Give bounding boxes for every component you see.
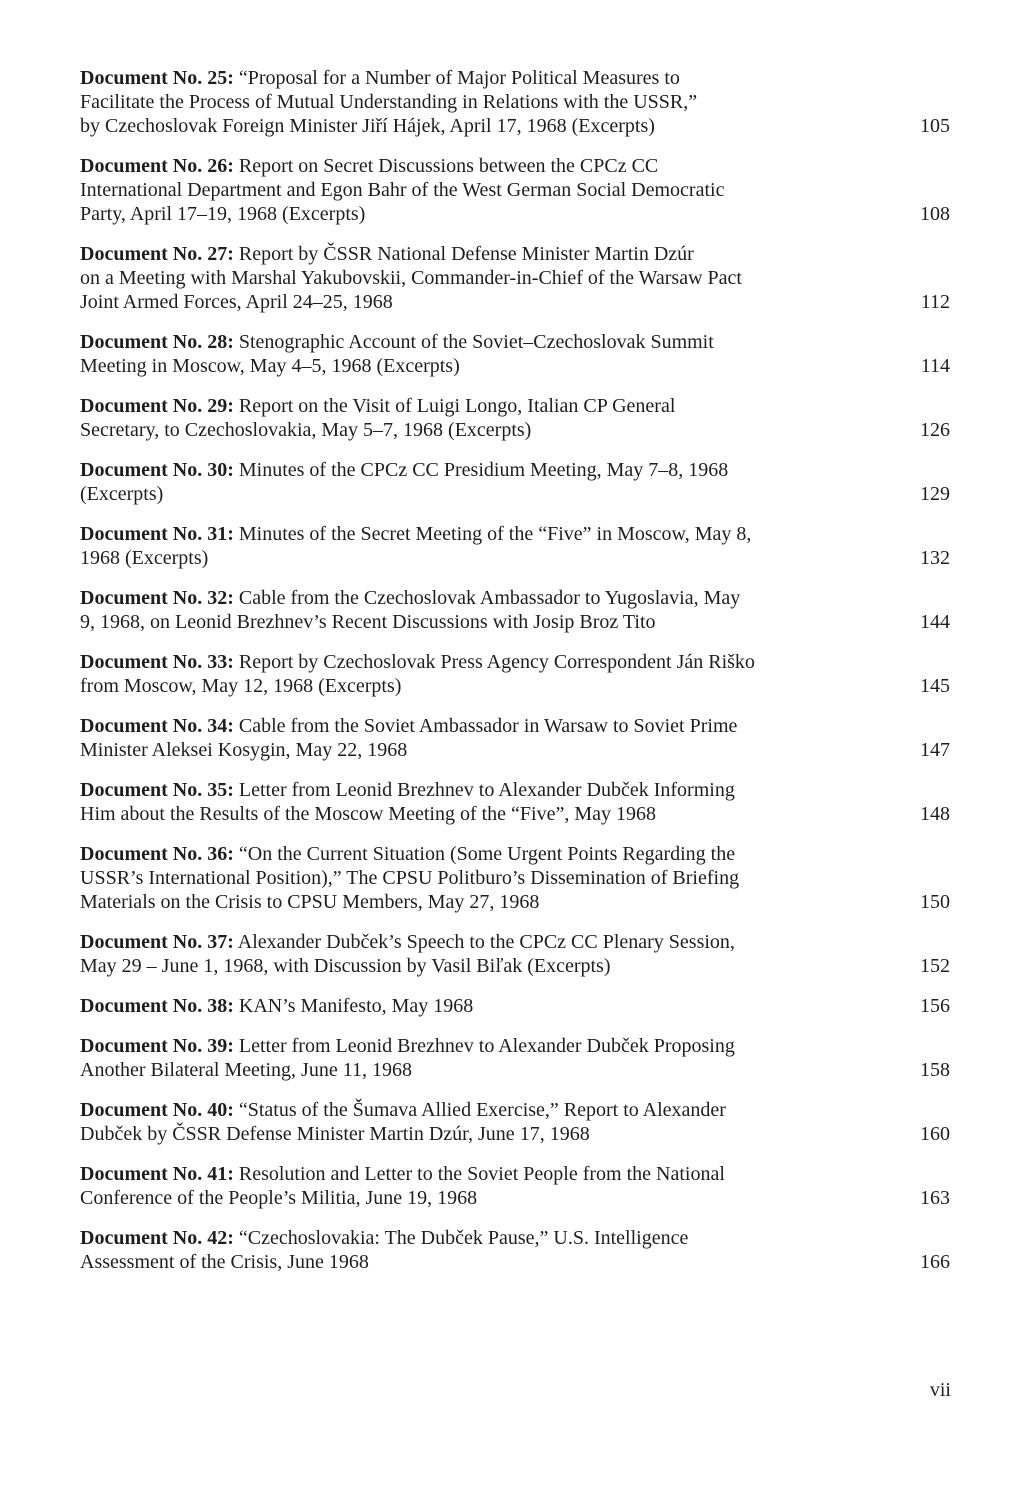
document-label: Document No. 36: [80, 843, 234, 865]
document-label: Document No. 35: [80, 779, 234, 801]
document-title: Stenographic Account of the Soviet–Czechoslovak Summit Meeting in Moscow, May 4–5, 1968 (Excerpts) [80, 331, 714, 377]
document-title: Cable from the Czechoslovak Ambassador to Yugoslavia, May 9, 1968, on Leonid Brezhnev’s Recent Discussions with Josip Broz Tito [80, 587, 741, 633]
document-label: Document No. 31: [80, 523, 234, 545]
document-label: Document No. 39: [80, 1035, 234, 1057]
document-label: Document No. 41: [80, 1163, 234, 1185]
document-title: “Czechoslovakia: The Dubček Pause,” U.S. Intelligence Assessment of the Crisis, June 1968 [80, 1227, 689, 1273]
document-label: Document No. 34: [80, 715, 234, 737]
document-label: Document No. 37: [80, 931, 234, 953]
page-number: 114 [920, 355, 950, 377]
page-number: 150 [920, 891, 950, 913]
document-title: “On the Current Situation (Some Urgent Points Regarding the USSR’s International Position),” The CPSU Politburo’s Dissemination of Briefing Materials on the Crisis to CPSU Members, May 27, 1968 [80, 843, 740, 913]
toc-entry-33 [80, 650, 950, 698]
toc-entry-41 [80, 1162, 950, 1210]
document-title: Cable from the Soviet Ambassador in Warsaw to Soviet Prime Minister Aleksei Kosygin, May 22, 1968 [80, 715, 738, 761]
document-label: Document No. 40: [80, 1099, 234, 1121]
toc-entry-34 [80, 714, 950, 762]
document-title: KAN’s Manifesto, May 1968 [238, 995, 474, 1017]
document-title: Letter from Leonid Brezhnev to Alexander Dubček Informing Him about the Results of the Moscow Meeting of the “Five”, May 1968 [80, 779, 735, 825]
document-title: Report on Secret Discussions between the CPCz CC International Department and Egon Bahr of the West German Social Democratic Party, April 17–19, 1968 (Excerpts) [80, 155, 725, 225]
toc-entry-37 [80, 930, 950, 978]
toc-entry-39 [80, 1034, 950, 1082]
document-title: “Status of the Šumava Allied Exercise,” Report to Alexander Dubček by ČSSR Defense Minister Martin Dzúr, June 17, 1968 [80, 1099, 726, 1145]
document-label: Document No. 38: [80, 995, 234, 1017]
folio-page-number: vii [929, 1379, 951, 1401]
document-label: Document No. 26: [80, 155, 234, 177]
toc-entry-29 [80, 394, 950, 442]
page-number: 152 [920, 955, 950, 977]
document-title: Minutes of the Secret Meeting of the “Five” in Moscow, May 8, 1968 (Excerpts) [80, 523, 752, 569]
document-title: “Proposal for a Number of Major Political Measures to Facilitate the Process of Mutual Understanding in Relations with the USSR,” by Czechoslovak Foreign Minister Jiří Hájek, April 17, 1968 (Excerpts) [80, 67, 698, 137]
page-number: 158 [920, 1059, 950, 1081]
document-title: Resolution and Letter to the Soviet People from the National Conference of the People’s Militia, June 19, 1968 [80, 1163, 725, 1209]
document-label: Document No. 42: [80, 1227, 234, 1249]
toc-entry-31 [80, 522, 950, 570]
document-label: Document No. 33: [80, 651, 234, 673]
toc-entry-28 [80, 330, 950, 378]
document-label: Document No. 29: [80, 395, 234, 417]
document-title: Report on the Visit of Luigi Longo, Italian CP General Secretary, to Czechoslovakia, May 5–7, 1968 (Excerpts) [80, 395, 676, 441]
page-number: 126 [920, 419, 950, 441]
page-number: 147 [920, 739, 950, 761]
toc-entry-36 [80, 842, 950, 914]
toc-entry-42 [80, 1226, 950, 1274]
document-title: Report by ČSSR National Defense Minister Martin Dzúr on a Meeting with Marshal Yakubovskii, Commander-in-Chief of the Warsaw Pact Joint Armed Forces, April 24–25, 1968 [80, 243, 742, 313]
toc-entry-30 [80, 458, 950, 506]
page-number: 144 [920, 611, 950, 633]
document-label: Document No. 30: [80, 459, 234, 481]
page-number: 148 [920, 803, 950, 825]
page-number: 129 [920, 483, 950, 505]
document-title: Minutes of the CPCz CC Presidium Meeting, May 7–8, 1968 (Excerpts) [80, 459, 729, 505]
page-number: 160 [920, 1123, 950, 1145]
table-of-contents [80, 66, 950, 1290]
page-number: 112 [920, 291, 950, 313]
document-title: Letter from Leonid Brezhnev to Alexander Dubček Proposing Another Bilateral Meeting, June 11, 1968 [80, 1035, 735, 1081]
page-number: 105 [920, 115, 950, 137]
page-number: 108 [920, 203, 950, 225]
document-title: Report by Czechoslovak Press Agency Correspondent Ján Riško from Moscow, May 12, 1968 (Excerpts) [80, 651, 755, 697]
toc-entry-40 [80, 1098, 950, 1146]
toc-entry-26 [80, 154, 950, 226]
page-number: 132 [920, 547, 950, 569]
page-number: 163 [920, 1187, 950, 1209]
page-number: 145 [920, 675, 950, 697]
page-number: 156 [920, 995, 950, 1017]
document-label: Document No. 32: [80, 587, 234, 609]
toc-entry-25 [80, 66, 950, 138]
document-label: Document No. 27: [80, 243, 234, 265]
toc-entry-27 [80, 242, 950, 314]
document-label: Document No. 25: [80, 67, 234, 89]
page-number: 166 [920, 1251, 950, 1273]
document-label: Document No. 28: [80, 331, 234, 353]
document-title: Alexander Dubček’s Speech to the CPCz CC Plenary Session, May 29 – June 1, 1968, with Discussion by Vasil Biľak (Excerpts) [80, 931, 735, 977]
toc-entry-38 [80, 994, 950, 1018]
toc-entry-35 [80, 778, 950, 826]
toc-entry-32 [80, 586, 950, 634]
